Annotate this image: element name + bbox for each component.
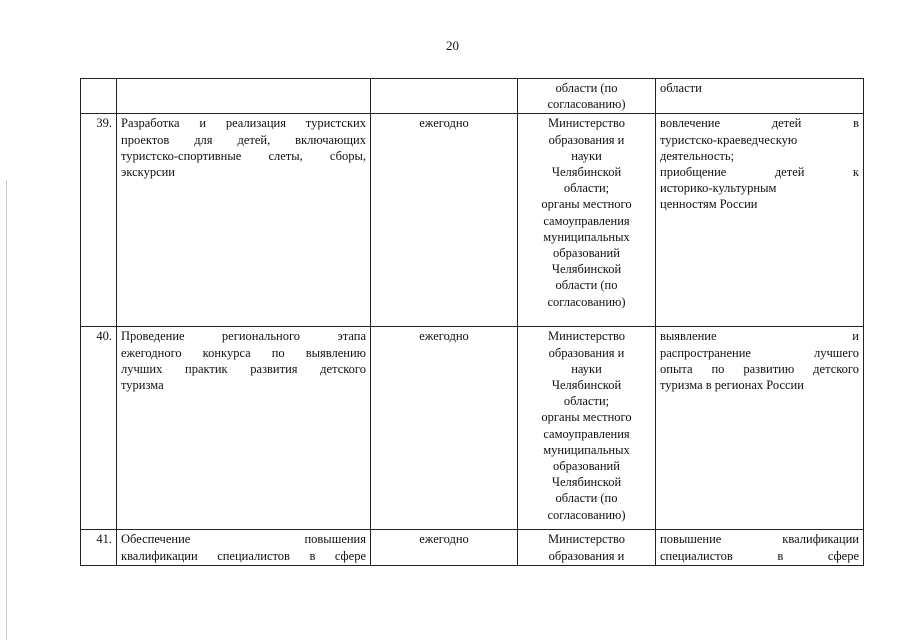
table-row: [81, 114, 864, 327]
text-line: специалистов в сфере: [660, 548, 859, 563]
text-line: Челябинской: [551, 475, 622, 490]
table-row: [81, 79, 864, 114]
text-line: Челябинской: [551, 378, 622, 393]
text-line: муниципальных: [543, 229, 630, 244]
text-line: области;: [563, 394, 610, 409]
text-line: вовлечение детей в: [660, 116, 859, 131]
text-line: образований: [553, 459, 620, 474]
text-line: образования и: [548, 132, 625, 147]
text-line: Обеспечение повышения: [121, 532, 366, 547]
text-line: ценностям России: [660, 197, 758, 212]
text-line: Министерство: [547, 116, 626, 131]
text-line: области (по: [555, 81, 618, 95]
cell-number: 40.: [81, 327, 117, 530]
cell-term: ежегодно: [371, 530, 518, 565]
text-line: опыта по развитию детского: [660, 361, 859, 376]
text-line: Челябинской: [551, 165, 622, 180]
text-line: распространение лучшего: [660, 345, 859, 360]
cell-term: [371, 79, 518, 114]
text-line: туристско-краеведческую: [660, 132, 798, 147]
table-row: [81, 327, 864, 530]
text-line: науки: [571, 361, 602, 376]
cell-executor: [518, 530, 656, 565]
text-line: ежегодного конкурса по выявлению: [121, 345, 366, 360]
cell-activity: [117, 114, 371, 327]
text-line: согласованию): [547, 507, 626, 522]
text-line: образований: [553, 246, 620, 261]
text-line: экскурсии: [121, 165, 175, 180]
text-line: Разработка и реализация туристских: [121, 116, 366, 131]
text-line: туристско-спортивные слеты, сборы,: [121, 148, 366, 163]
cell-result: [656, 530, 864, 565]
text-line: области: [660, 81, 702, 95]
text-line: Проведение регионального этапа: [121, 329, 366, 344]
text-line: Министерство: [547, 329, 626, 344]
cell-executor: [518, 79, 656, 114]
cell-result: [656, 79, 864, 114]
text-line: области (по: [555, 278, 618, 293]
text-line: выявление и: [660, 329, 859, 344]
text-line: органы местного: [541, 197, 632, 212]
text-line: образования и: [548, 548, 625, 563]
text-line: муниципальных: [543, 442, 630, 457]
text-line: согласованию): [547, 97, 626, 112]
text-line: Министерство: [547, 532, 626, 547]
cell-term: ежегодно: [371, 327, 518, 530]
text-line: науки: [571, 148, 602, 163]
cell-activity: [117, 79, 371, 114]
page-number: 20: [446, 38, 459, 53]
text-line: туризма: [121, 378, 164, 393]
cell-number: 39.: [81, 114, 117, 327]
table-row: [81, 530, 864, 565]
text-line: образования и: [548, 345, 625, 360]
cell-number: [81, 79, 117, 114]
text-line: историко-культурным: [660, 181, 777, 196]
cell-term: ежегодно: [371, 114, 518, 327]
scan-margin-line: [6, 180, 7, 640]
text-line: деятельность;: [660, 148, 735, 163]
text-line: туризма в регионах России: [660, 378, 804, 393]
text-line: квалификации специалистов в сфере: [121, 548, 366, 563]
cell-activity: [117, 327, 371, 530]
activities-table: [80, 78, 864, 566]
text-line: приобщение детей к: [660, 165, 859, 180]
cell-result: [656, 327, 864, 530]
text-line: органы местного: [541, 410, 632, 425]
text-line: области (по: [555, 491, 618, 506]
cell-executor: [518, 327, 656, 530]
text-line: повышение квалификации: [660, 532, 859, 547]
text-line: самоуправления: [543, 426, 630, 441]
cell-executor: [518, 114, 656, 327]
cell-number: 41.: [81, 530, 117, 565]
text-line: проектов для детей, включающих: [121, 132, 366, 147]
cell-result: [656, 114, 864, 327]
text-line: самоуправления: [543, 213, 630, 228]
cell-activity: [117, 530, 371, 565]
text-line: области;: [563, 181, 610, 196]
text-line: согласованию): [547, 294, 626, 309]
text-line: Челябинской: [551, 262, 622, 277]
text-line: лучших практик развития детского: [121, 361, 366, 376]
